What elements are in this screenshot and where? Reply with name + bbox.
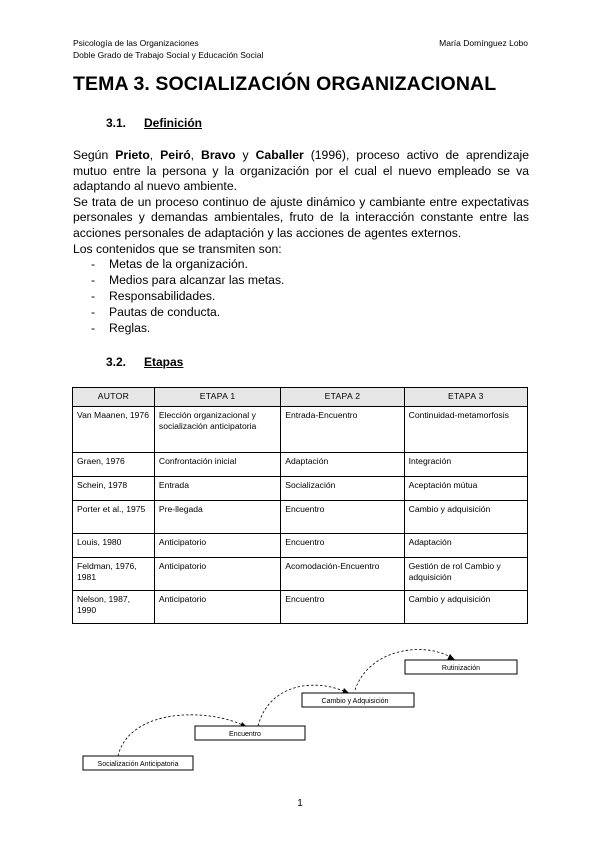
author-bravo: Bravo: [201, 148, 236, 162]
dash-bullet: -: [91, 304, 96, 319]
definition-body: [73, 148, 529, 337]
header-degree: Doble Grado de Trabajo Social y Educación Social: [73, 50, 264, 60]
list-item: [73, 257, 529, 273]
table-cell: Adaptación: [404, 534, 527, 558]
column-header-etapa-3: ETAPA 3: [404, 388, 527, 407]
stages-table: [72, 387, 528, 624]
section-heading-definicion: [106, 116, 202, 130]
list-item-text: Pautas de conducta.: [109, 304, 221, 319]
dash-bullet: -: [91, 257, 96, 272]
step-label-0: Socialización Anticipatoria: [97, 761, 179, 768]
list-item-text: Metas de la organización.: [109, 257, 248, 272]
table-cell: Encuentro: [281, 534, 404, 558]
list-item: [73, 289, 529, 305]
table-cell: Gestión de rol Cambio y adquisición: [404, 558, 527, 591]
list-item-text: Reglas.: [109, 320, 151, 335]
header-course: Psicología de las Organizaciones: [73, 38, 199, 48]
section-number: 3.1.: [106, 116, 127, 130]
column-header-etapa-1: ETAPA 1: [154, 388, 280, 407]
text-rest: (1996), proceso activo de aprendizaje mutuo entre la persona y la organización por el cual el nuevo empleado se va adaptando al nuevo ambiente.: [73, 148, 530, 194]
table-row: [73, 558, 528, 591]
table-cell: Socialización: [281, 477, 404, 501]
table-cell: Adaptación: [281, 453, 404, 477]
author-peiro: Peiró: [160, 148, 191, 162]
stages-diagram: [0, 636, 600, 786]
table-cell: Feldman, 1976, 1981: [73, 558, 155, 591]
table-cell: Porter et al., 1975: [73, 501, 155, 534]
column-header-etapa-2: ETAPA 2: [281, 388, 404, 407]
column-header-autor: AUTOR: [73, 388, 155, 407]
dash-bullet: -: [91, 320, 96, 335]
table-cell: Encuentro: [281, 591, 404, 624]
table-cell: Entrada: [154, 477, 280, 501]
list-item: [73, 305, 529, 321]
table-row: [73, 501, 528, 534]
table-cell: Elección organizacional y socialización anticipatoria: [154, 407, 280, 453]
table-cell: Acomodación-Encuentro: [281, 558, 404, 591]
table-row: [73, 453, 528, 477]
table-cell: Pre-llegada: [154, 501, 280, 534]
definition-paragraph-3: Los contenidos que se transmiten son:: [73, 241, 282, 256]
table-header-row: [73, 388, 528, 407]
author-prieto: Prieto: [115, 148, 150, 162]
dash-bullet: -: [91, 273, 96, 288]
table-cell: Nelson, 1987, 1990: [73, 591, 155, 624]
section-number: 3.2.: [106, 355, 127, 369]
section-heading-etapas: [106, 355, 183, 369]
section-label: Definición: [144, 116, 203, 130]
step-label-2: Cambio y Adquisición: [321, 698, 389, 705]
table-cell: Graen, 1976: [73, 453, 155, 477]
list-item-text: Medios para alcanzar las metas.: [109, 273, 285, 288]
definition-paragraph-2: Se trata de un proceso continuo de ajuste dinámico y cambiante entre expectativas personales y demandas ambientales, fruto de la interacción constante entre las acciones personales de adaptación y las acciones de agentes externos.: [73, 194, 529, 240]
step-label-1: Encuentro: [229, 731, 261, 738]
table-cell: Confrontación inicial: [154, 453, 280, 477]
table-cell: Continuidad-metamorfosis: [404, 407, 527, 453]
table-cell: Cambio y adquisición: [404, 501, 527, 534]
page-header-left: [73, 37, 263, 61]
table-row: [73, 534, 528, 558]
arrowhead: [447, 654, 455, 660]
table-cell: Anticipatorio: [154, 534, 280, 558]
dash-bullet: -: [91, 288, 96, 303]
text-sep: ,: [149, 148, 161, 162]
header-author: María Domínguez Lobo: [439, 38, 528, 48]
table-cell: Schein, 1978: [73, 477, 155, 501]
list-item: [73, 321, 529, 337]
table-cell: Encuentro: [281, 501, 404, 534]
table-cell: Entrada-Encuentro: [281, 407, 404, 453]
table-cell: Anticipatorio: [154, 591, 280, 624]
page-number: 1: [297, 798, 303, 809]
page-title: TEMA 3. SOCIALIZACIÓN ORGANIZACIONAL: [73, 73, 497, 95]
table-cell: Integración: [404, 453, 527, 477]
list-item: [73, 273, 529, 289]
table-cell: Anticipatorio: [154, 558, 280, 591]
table-cell: Cambio y adquisición: [404, 591, 527, 624]
table-cell: Louis, 1980: [73, 534, 155, 558]
text-intro: Según: [73, 148, 116, 162]
contents-list: [73, 257, 529, 336]
table-cell: Van Maanen, 1976: [73, 407, 155, 453]
table-row: [73, 407, 528, 453]
table-row: [73, 477, 528, 501]
definition-paragraph-1: [73, 148, 529, 195]
list-item-text: Responsabilidades.: [109, 288, 216, 303]
author-caballer: Caballer: [255, 148, 304, 162]
step-label-3: Rutinización: [441, 665, 481, 672]
text-sep: ,: [190, 148, 202, 162]
section-label: Etapas: [144, 355, 184, 369]
text-sep: y: [235, 148, 256, 162]
table-cell: Aceptación mútua: [404, 477, 527, 501]
table-row: [73, 591, 528, 624]
